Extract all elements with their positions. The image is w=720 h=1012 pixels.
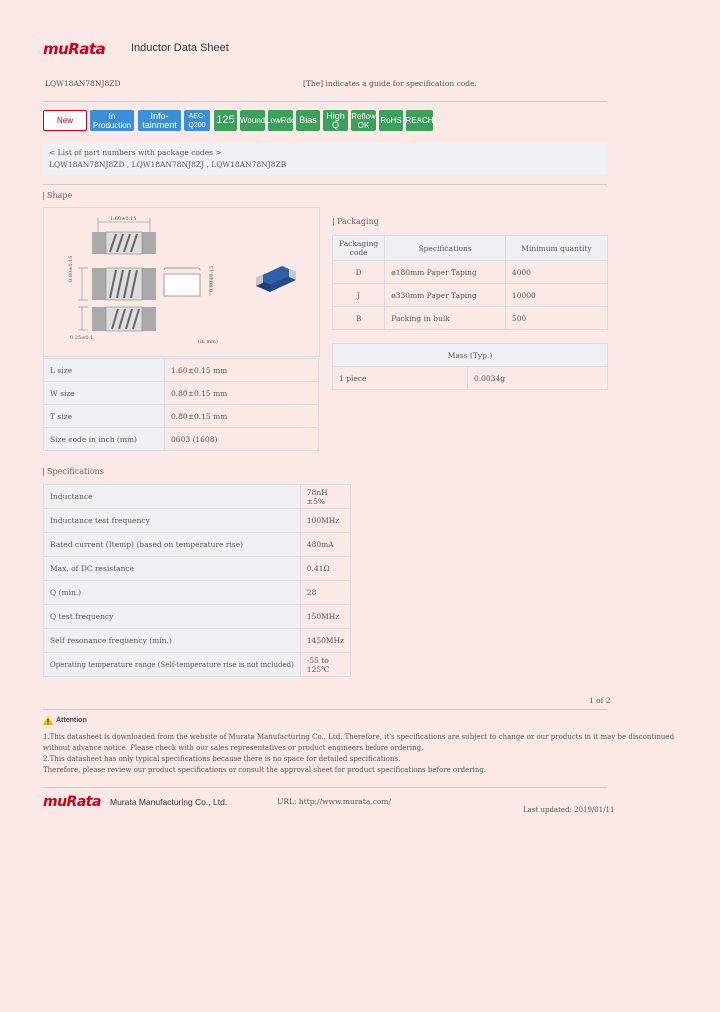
table-row — [44, 509, 351, 533]
table-row — [44, 557, 351, 581]
shape-value: 1.60±0.15 mm — [165, 359, 319, 382]
footer-murata-logo: muRata — [43, 794, 101, 810]
shape-label: L size — [44, 359, 165, 382]
badge-aec-q200: AEC-Q200 — [184, 110, 210, 131]
shape-dim-side-b: 0.80±0.15 — [209, 265, 215, 292]
mass-value: 0.0034g — [468, 367, 608, 390]
packaging-spec: ø330mm Paper Taping — [385, 284, 506, 307]
packaging-code: B — [333, 307, 385, 330]
attention-line: 2.This datasheet has only typical specifications because there is no space for detailed specifications. — [43, 755, 401, 763]
attention-line: Therefore, please review our product specifications or consult the approval sheet for product specifications before ordering. — [43, 766, 487, 774]
spec-value: -55 to 125℃ — [300, 653, 350, 677]
spec-label: Self resonance frequency (min.) — [44, 629, 301, 653]
mass-label: 1 piece — [333, 367, 468, 390]
spec-value: 150MHz — [300, 605, 350, 629]
table-row — [333, 307, 608, 330]
mass-table — [332, 343, 608, 390]
table-row — [333, 284, 608, 307]
table-row — [333, 261, 608, 284]
shape-title: Shape — [43, 191, 72, 200]
footer-updated: Last updated: 2019/01/11 — [523, 806, 615, 814]
page-number: 1 of 2 — [589, 696, 611, 705]
spec-value: 78nH ±5% — [300, 485, 350, 509]
table-row — [333, 367, 608, 390]
table-row — [44, 629, 351, 653]
spec-value: 1450MHz — [300, 629, 350, 653]
shape-dim-bottom: 0.25±0.1 — [70, 335, 94, 341]
attention-title: Attention — [56, 717, 87, 724]
part-list-heading: < List of part numbers with package codes > — [49, 148, 222, 157]
table-row — [44, 359, 319, 382]
attention-line: without advance notice. Please check with our sales representatives or product engineers before ordering. — [43, 744, 424, 752]
table-row — [44, 605, 351, 629]
badge-rohs: RoHS — [379, 110, 403, 131]
packaging-header-spec: Specifications — [385, 236, 506, 261]
divider-attention — [43, 709, 607, 710]
packaging-qty: 4000 — [505, 261, 607, 284]
shape-value: 0.80±0.15 mm — [165, 405, 319, 428]
spec-value: 480mA — [300, 533, 350, 557]
warning-icon — [43, 716, 53, 725]
packaging-spec: ø180mm Paper Taping — [385, 261, 506, 284]
table-row — [44, 581, 351, 605]
badge-infotainment: Info-tainment — [138, 110, 181, 131]
badge-reach: REACH — [406, 110, 433, 131]
specs-table — [43, 484, 351, 677]
badge-reflow-ok: Reflow OK — [351, 111, 376, 130]
divider-footer — [43, 787, 607, 788]
table-row — [44, 653, 351, 677]
table-row — [44, 533, 351, 557]
shape-dim-top: 1.60±0.15 — [110, 216, 137, 222]
shape-label: W size — [44, 382, 165, 405]
inductor-drawing — [60, 212, 310, 352]
spec-label: Q (min.) — [44, 581, 301, 605]
table-row — [44, 382, 319, 405]
mass-header: Mass (Typ.) — [333, 344, 608, 367]
badge-lowrdc: LowRdc — [268, 110, 293, 131]
packaging-code: J — [333, 284, 385, 307]
footer-url[interactable]: URL: http://www.murata.com/ — [277, 797, 392, 806]
shape-label: T size — [44, 405, 165, 428]
table-row — [44, 428, 319, 451]
spec-label: Operating temperature range (Self-temperature rise is not included) — [44, 653, 301, 677]
murata-logo: muRata — [43, 40, 106, 58]
packaging-header-code: Packaging code — [333, 236, 385, 261]
specs-title: Specifications — [43, 467, 104, 476]
attention-line: 1.This datasheet is downloaded from the website of Murata Manufacturing Co., Ltd. Therefore, it's specifications are subject to change or our products in it may be discontinued — [43, 733, 675, 741]
packaging-table — [332, 235, 608, 330]
packaging-qty: 500 — [505, 307, 607, 330]
badge-125: 125 — [214, 110, 237, 131]
shape-table — [43, 358, 319, 451]
badge-wound: Wound — [240, 110, 265, 131]
shape-value: 0.80±0.15 mm — [165, 382, 319, 405]
spec-label: Max. of DC resistance — [44, 557, 301, 581]
page-title: Inductor Data Sheet — [131, 42, 229, 54]
shape-value: 0603 (1608) — [165, 428, 319, 451]
table-row — [333, 344, 608, 367]
badge-in-production: In Production — [90, 110, 134, 131]
spec-label: Rated current (Itemp) (based on temperature rise) — [44, 533, 301, 557]
spec-label: Inductance test frequency — [44, 509, 301, 533]
header-divider — [43, 101, 607, 102]
packaging-spec: Packing in bulk — [385, 307, 506, 330]
divider-shape — [43, 184, 607, 185]
table-row — [44, 405, 319, 428]
packaging-qty: 10000 — [505, 284, 607, 307]
spec-value: 28 — [300, 581, 350, 605]
spec-value: 0.41Ω — [300, 557, 350, 581]
packaging-header-qty: Minimum quantity — [505, 236, 607, 261]
packaging-code: D — [333, 261, 385, 284]
part-number: LQW18AN78NJ8ZD — [45, 79, 121, 88]
shape-unit: (in mm) — [198, 339, 218, 345]
shape-dim-side-a: 0.80±0.15 — [68, 255, 74, 282]
badge-new: New — [43, 110, 87, 131]
badge-bias: Bias — [296, 110, 320, 131]
spec-label: Inductance — [44, 485, 301, 509]
packaging-title: Packaging — [333, 217, 379, 226]
spec-code-note: [The] indicates a guide for specification code. — [303, 79, 477, 88]
table-row — [333, 236, 608, 261]
spec-label: Q test frequency — [44, 605, 301, 629]
shape-label: Size code in inch (mm) — [44, 428, 165, 451]
table-row — [44, 485, 351, 509]
footer-company: Murata Manufacturing Co., Ltd. — [110, 797, 228, 807]
spec-value: 100MHz — [300, 509, 350, 533]
part-list: LQW18AN78NJ8ZD , LQW18AN78NJ8ZJ , LQW18AN78NJ8ZB — [49, 160, 287, 169]
badge-high-q: High Q — [323, 110, 348, 131]
